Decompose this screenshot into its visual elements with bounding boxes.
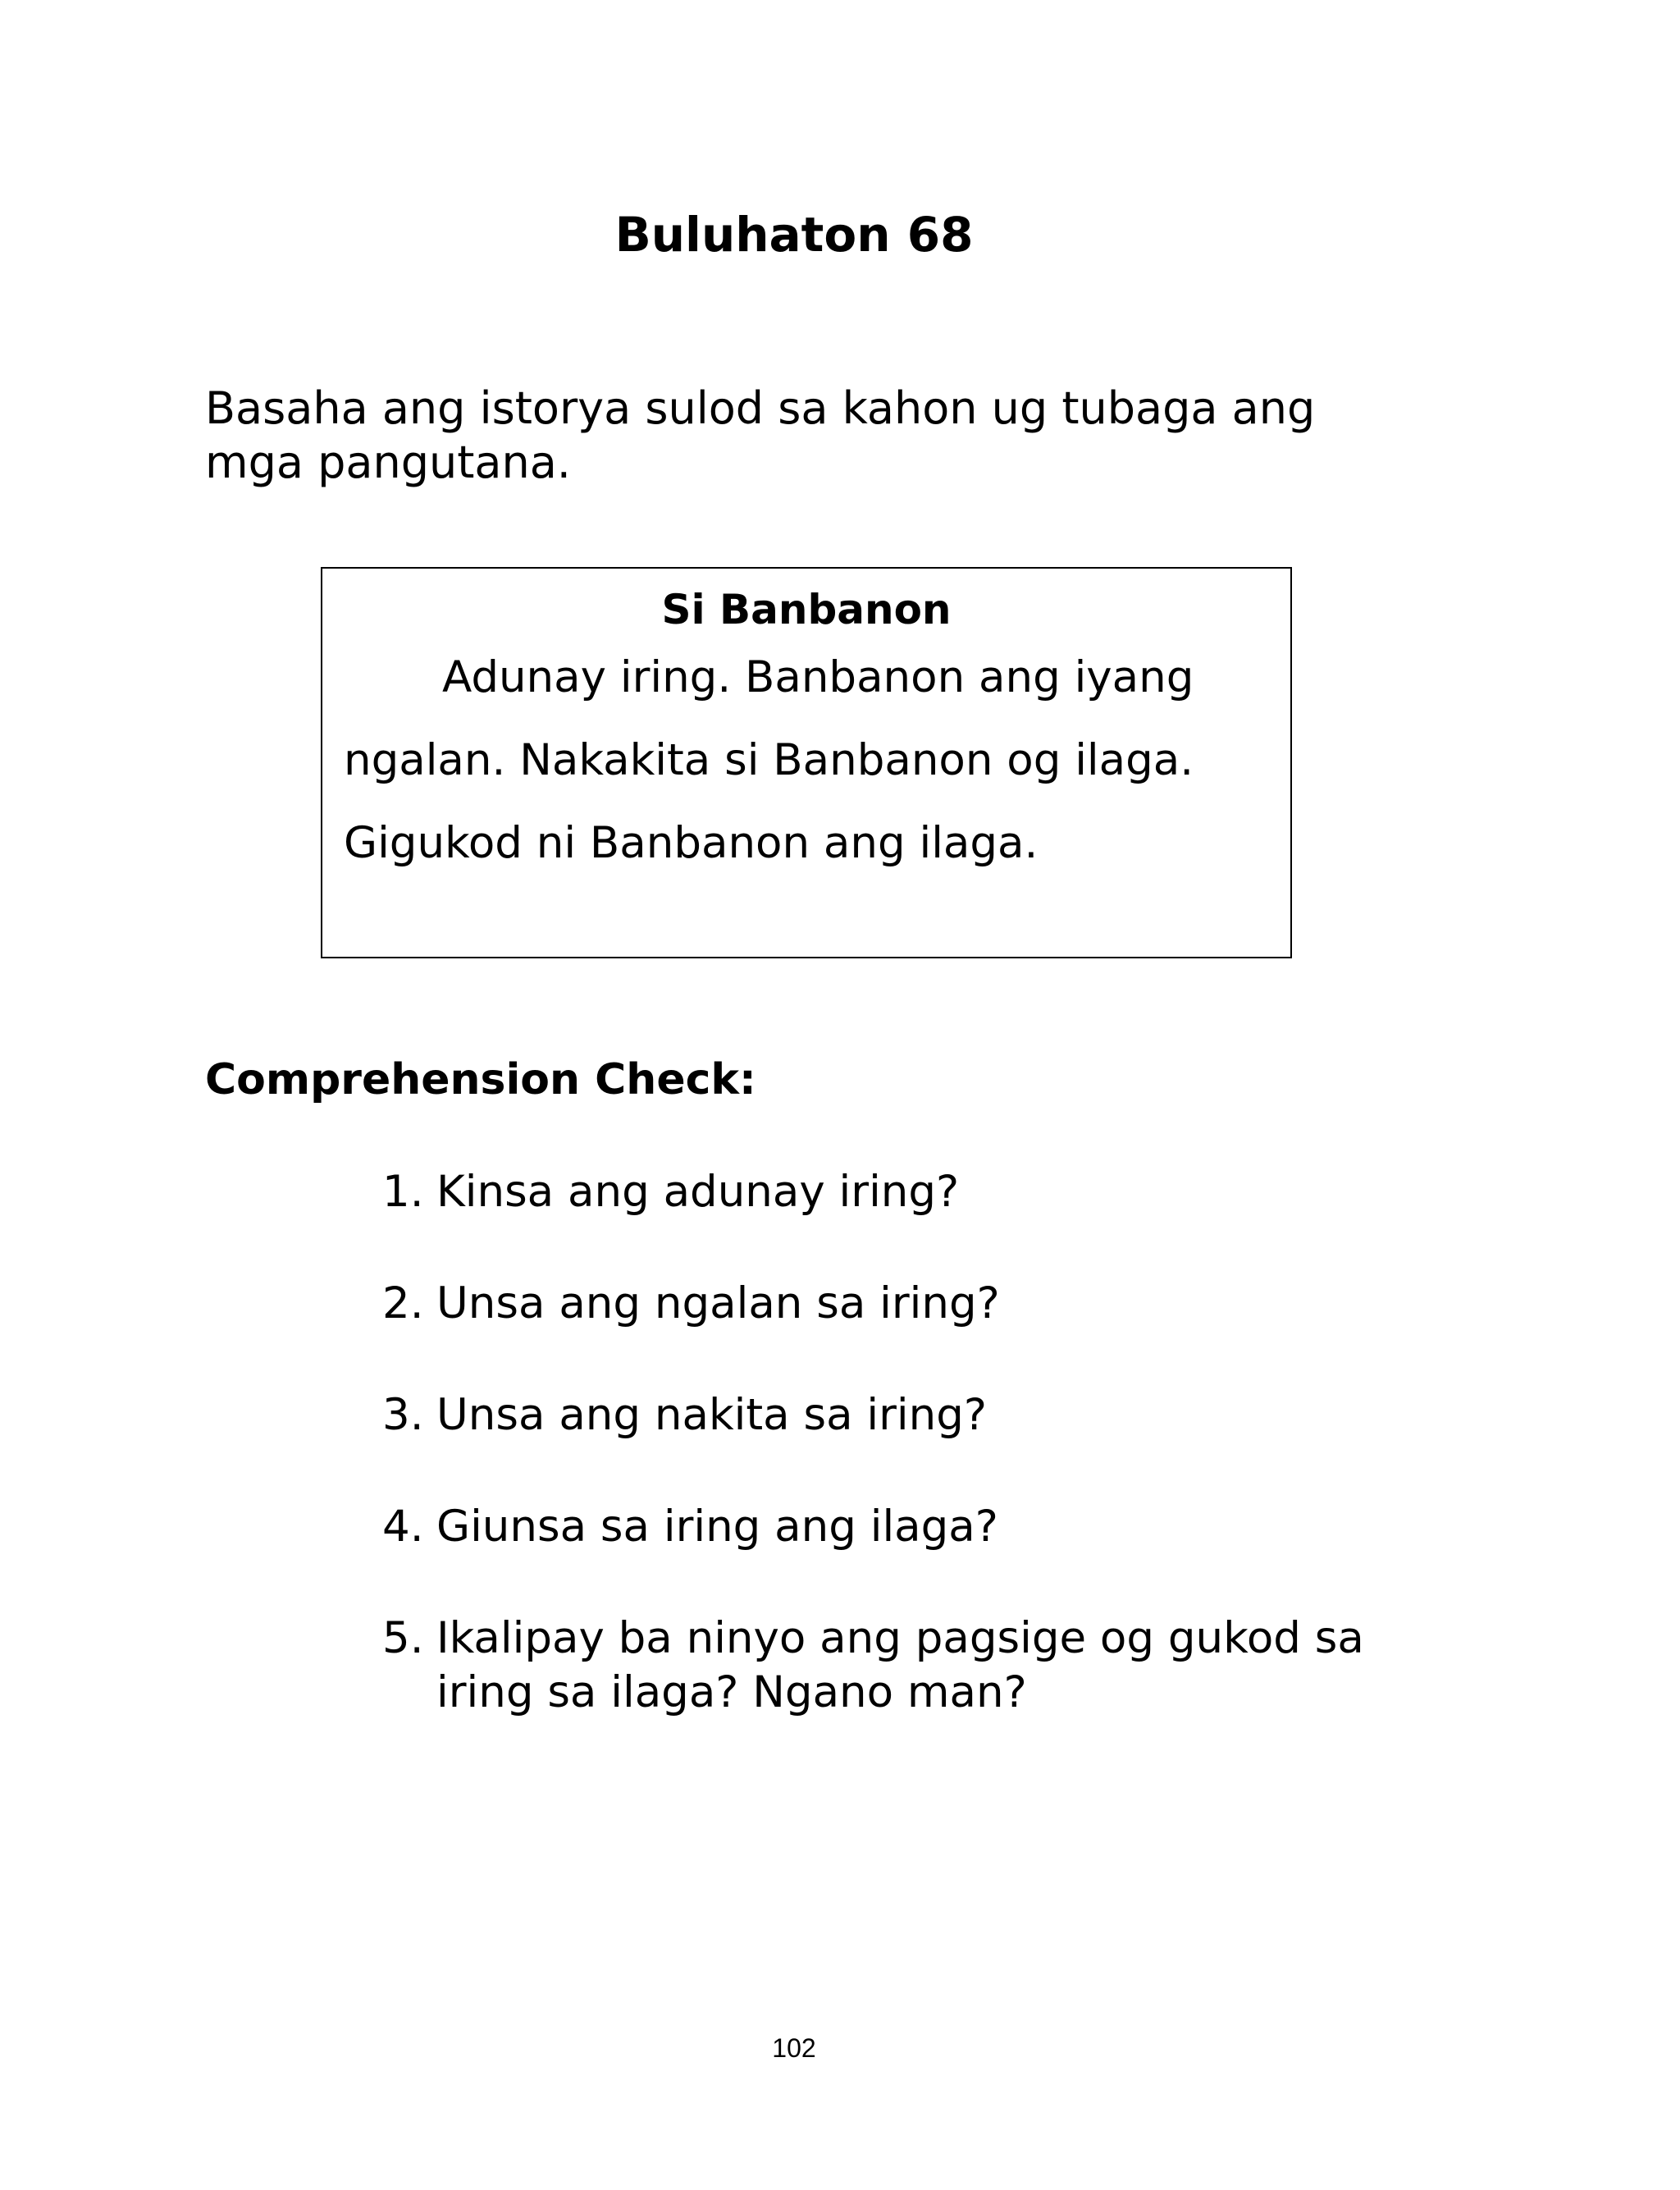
question-number: 2. [382,1278,424,1328]
page-title: Buluhaton 68 [614,207,974,263]
question-item [382,1500,1408,1554]
question-item [382,1165,1408,1219]
question-text: Unsa ang ngalan sa iring? [436,1278,1000,1328]
story-line: Adunay iring. Banbanon ang iyang [442,652,1194,702]
question-number: 3. [382,1390,424,1440]
page-number: 102 [772,2033,816,2063]
question-item [382,1277,1408,1331]
question-text: Giunsa sa iring ang ilaga? [436,1502,998,1552]
question-text: Unsa ang nakita sa iring? [436,1390,988,1440]
question-number: 5. [382,1613,424,1663]
story-line: ngalan. Nakakita si Banbanon og ilaga. [344,735,1194,785]
question-text: Ikalipay ba ninyo ang pagsige og gukod sa iring sa ilaga? Ngano man? [436,1613,1364,1717]
story-title: Si Banbanon [661,586,952,633]
story-line: Gigukod ni Banbanon ang ilaga. [344,818,1039,868]
question-text: Kinsa ang adunay iring? [436,1167,960,1217]
question-list [382,1165,1408,1777]
question-item [382,1612,1408,1720]
question-number: 4. [382,1502,424,1552]
question-number: 1. [382,1167,424,1217]
instructions: Basaha ang istorya sulod sa kahon ug tubaga ang mga pangutana. [205,382,1316,488]
story-body [344,636,1279,885]
question-item [382,1388,1408,1442]
story-box [321,567,1292,958]
comprehension-heading: Comprehension Check: [205,1055,756,1104]
